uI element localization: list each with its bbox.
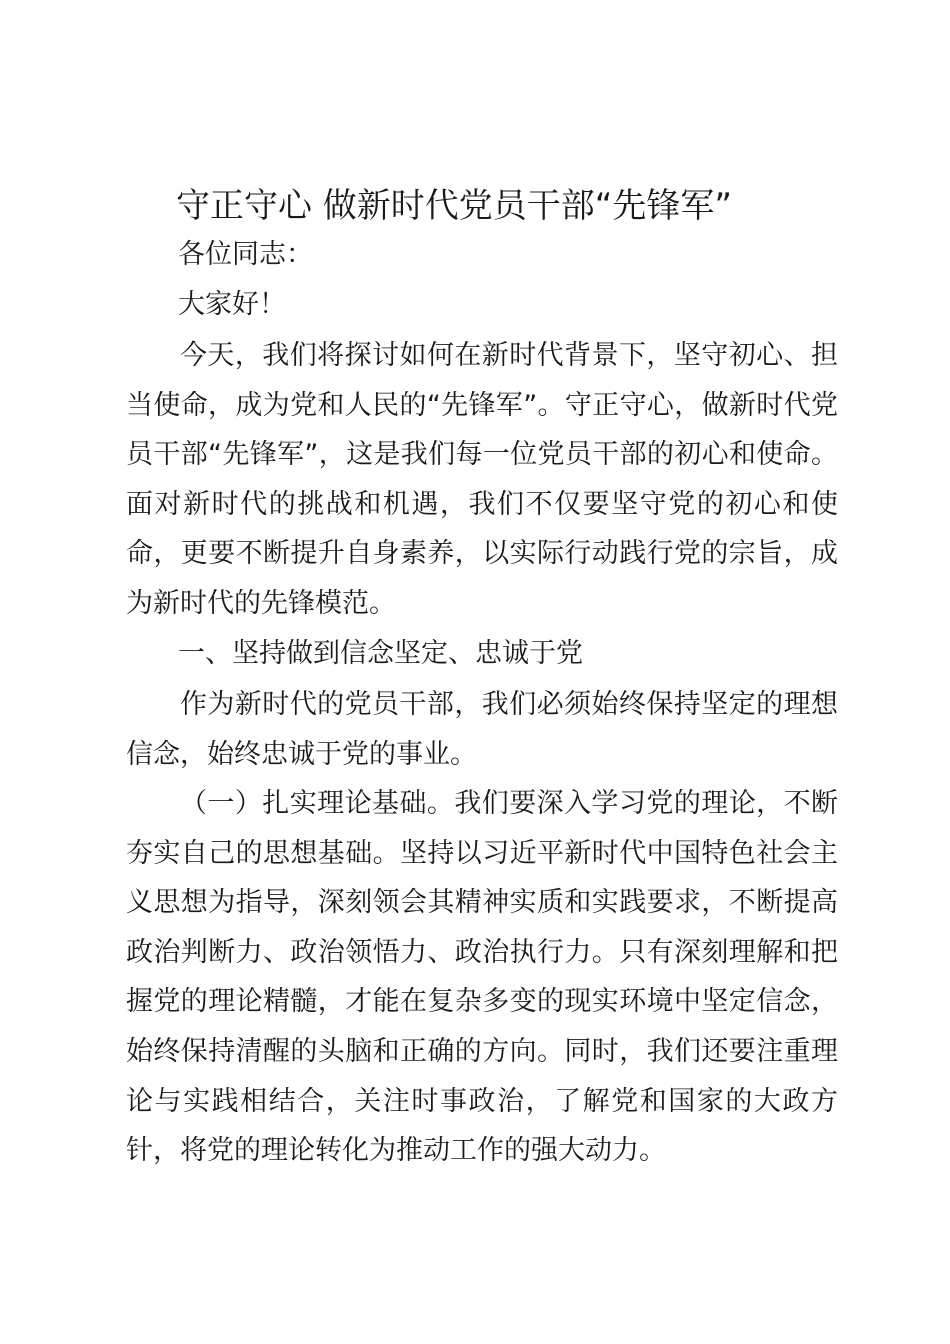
- salutation: 各位同志：: [178, 239, 313, 270]
- section-heading: 一、坚持做到信念坚定、忠诚于党: [178, 638, 583, 669]
- subsection-paragraph: （一）扎实理论基础。我们要深入学习党的理论，不断夯实自己的思想基础。坚持以习近平新时代中国特色社会主义思想为指导，深刻领会其精神实质和实践要求，不断提高政治判断力、政治领悟力、政治执行力。只有深刻理解和把握党的理论精髓，才能在复杂多变的现实环境中坚定信念，始终保持清醒的头脑和正确的方向。同时，我们还要注重理论与实践相结合，关注时事政治，了解党和国家的大政方针，将党的理论转化为推动工作的强大动力。: [126, 788, 838, 1167]
- section-intro-paragraph: 作为新时代的党员干部，我们必须始终保持坚定的理想信念，始终忠诚于党的事业。: [126, 689, 838, 770]
- greeting: 大家好！: [178, 289, 286, 320]
- document-title: 守正守心 做新时代党员干部“先锋军”: [176, 186, 733, 226]
- intro-paragraph: 今天，我们将探讨如何在新时代背景下，坚守初心、担当使命，成为党和人民的“先锋军”。守正守心，做新时代党员干部“先锋军”，这是我们每一位党员干部的初心和使命。面对新时代的挑战和机遇，我们不仅要坚守党的初心和使命，更要不断提升自身素养，以实际行动践行党的宗旨，成为新时代的先锋模范。: [126, 340, 838, 619]
